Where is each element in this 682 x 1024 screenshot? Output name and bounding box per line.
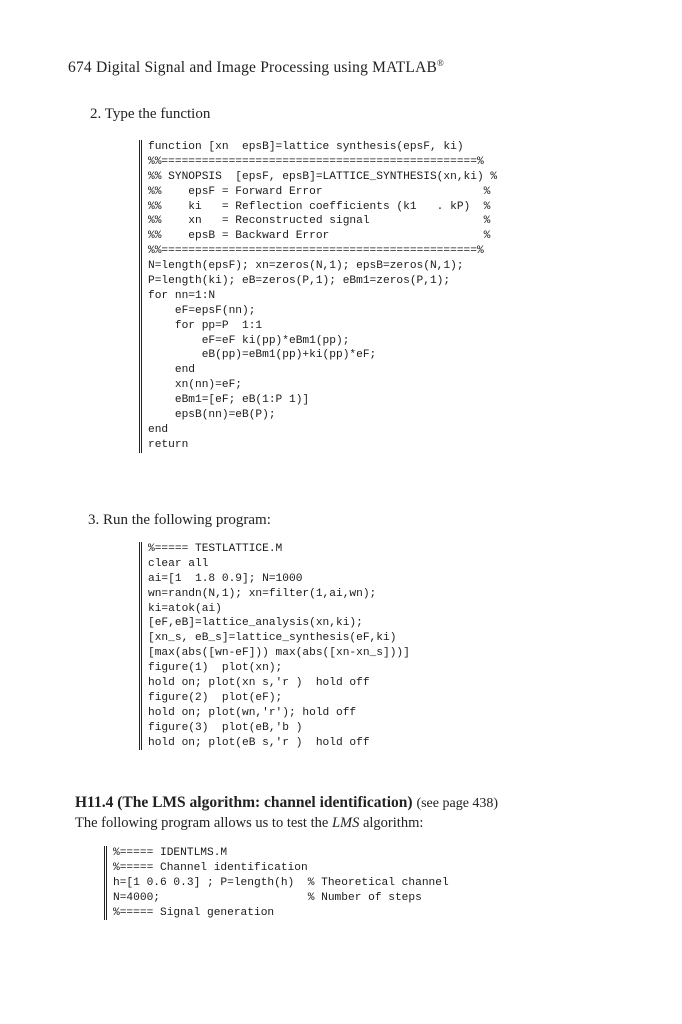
code-block-identlms (104, 846, 449, 920)
page-number: 674 (68, 59, 92, 77)
code-line: eB(pp)=eBm1(pp)+ki(pp)*eF; (148, 349, 377, 362)
code-line: %% epsF = Forward Error % (148, 185, 491, 198)
code-line: N=length(epsF); xn=zeros(N,1); epsB=zeros(N,1); (148, 260, 464, 273)
code-line: %===== IDENTLMS.M (113, 847, 228, 859)
section-title: H11.4 (The LMS algorithm: channel identification) (75, 794, 413, 811)
intro-text-italic: LMS (331, 815, 360, 831)
code-line: %===== TESTLATTICE.M (148, 543, 283, 555)
code-line: function [xn epsB]=lattice synthesis(epsF, ki) (148, 141, 464, 153)
code-line: end (148, 423, 169, 436)
code-line: figure(3) plot(eB,'b ) (148, 721, 303, 734)
code-line: %% epsB = Backward Error % (148, 230, 491, 243)
code-block-testlattice (139, 542, 410, 750)
code-line: %% SYNOPSIS [epsF, epsB]=LATTICE_SYNTHESIS(xn,ki) % (148, 170, 498, 183)
code-line: return (148, 438, 189, 451)
section-intro (75, 815, 423, 832)
code-line: eF=eF ki(pp)*eBm1(pp); (148, 334, 350, 347)
code-line: figure(2) plot(eF); (148, 691, 283, 704)
code-line: %===== Channel identification (113, 861, 308, 874)
code-line: end (148, 364, 195, 377)
code-line: hold on; plot(wn,'r'); hold off (148, 706, 357, 719)
page-header (68, 58, 444, 77)
code-line: hold on; plot(xn s,'r ) hold off (148, 677, 370, 690)
code-block-lattice-synthesis (139, 140, 497, 453)
code-line: wn=randn(N,1); xn=filter(1,ai,wn); (148, 587, 377, 600)
code-line: eBm1=[eF; eB(1:P 1)] (148, 394, 310, 407)
code-line: ki=atok(ai) (148, 602, 222, 615)
code-line: P=length(ki); eB=zeros(P,1); eBm1=zeros(P,1); (148, 275, 451, 288)
code-line: N=4000; % Number of steps (113, 891, 422, 904)
code-line: figure(1) plot(xn); (148, 662, 283, 675)
code-line: for nn=1:N (148, 289, 216, 302)
registered-mark: ® (437, 58, 445, 68)
code-line: for pp=P 1:1 (148, 319, 263, 332)
code-line: %% ki = Reflection coefficients (k1 . kP) % (148, 200, 491, 213)
section-heading (75, 794, 498, 812)
step-3-label: 3. Run the following program: (88, 512, 271, 528)
code-line: epsB(nn)=eB(P); (148, 409, 276, 422)
code-line: eF=epsF(nn); (148, 304, 256, 317)
code-line: %%===============================================% (148, 155, 484, 168)
code-line: h=[1 0.6 0.3] ; P=length(h) % Theoretical channel (113, 876, 449, 889)
code-line: [eF,eB]=lattice_analysis(xn,ki); (148, 617, 363, 630)
code-line: clear all (148, 557, 209, 570)
code-line: %%===============================================% (148, 245, 484, 258)
book-title: Digital Signal and Image Processing using MATLAB (95, 59, 438, 77)
code-line: xn(nn)=eF; (148, 379, 242, 392)
code-line: hold on; plot(eB s,'r ) hold off (148, 736, 370, 749)
page-reference: (see page 438) (416, 796, 499, 811)
code-line: %===== Signal generation (113, 906, 275, 919)
step-2-label: 2. Type the function (90, 106, 211, 122)
code-line: [xn_s, eB_s]=lattice_synthesis(eF,ki) (148, 632, 397, 645)
intro-text-before: The following program allows us to test the (75, 815, 332, 831)
code-line: [max(abs([wn-eF])) max(abs([xn-xn_s]))] (148, 647, 410, 660)
code-line: %% xn = Reconstructed signal % (148, 215, 491, 228)
code-line: ai=[1 1.8 0.9]; N=1000 (148, 572, 303, 585)
intro-text-after: algorithm: (359, 815, 424, 831)
